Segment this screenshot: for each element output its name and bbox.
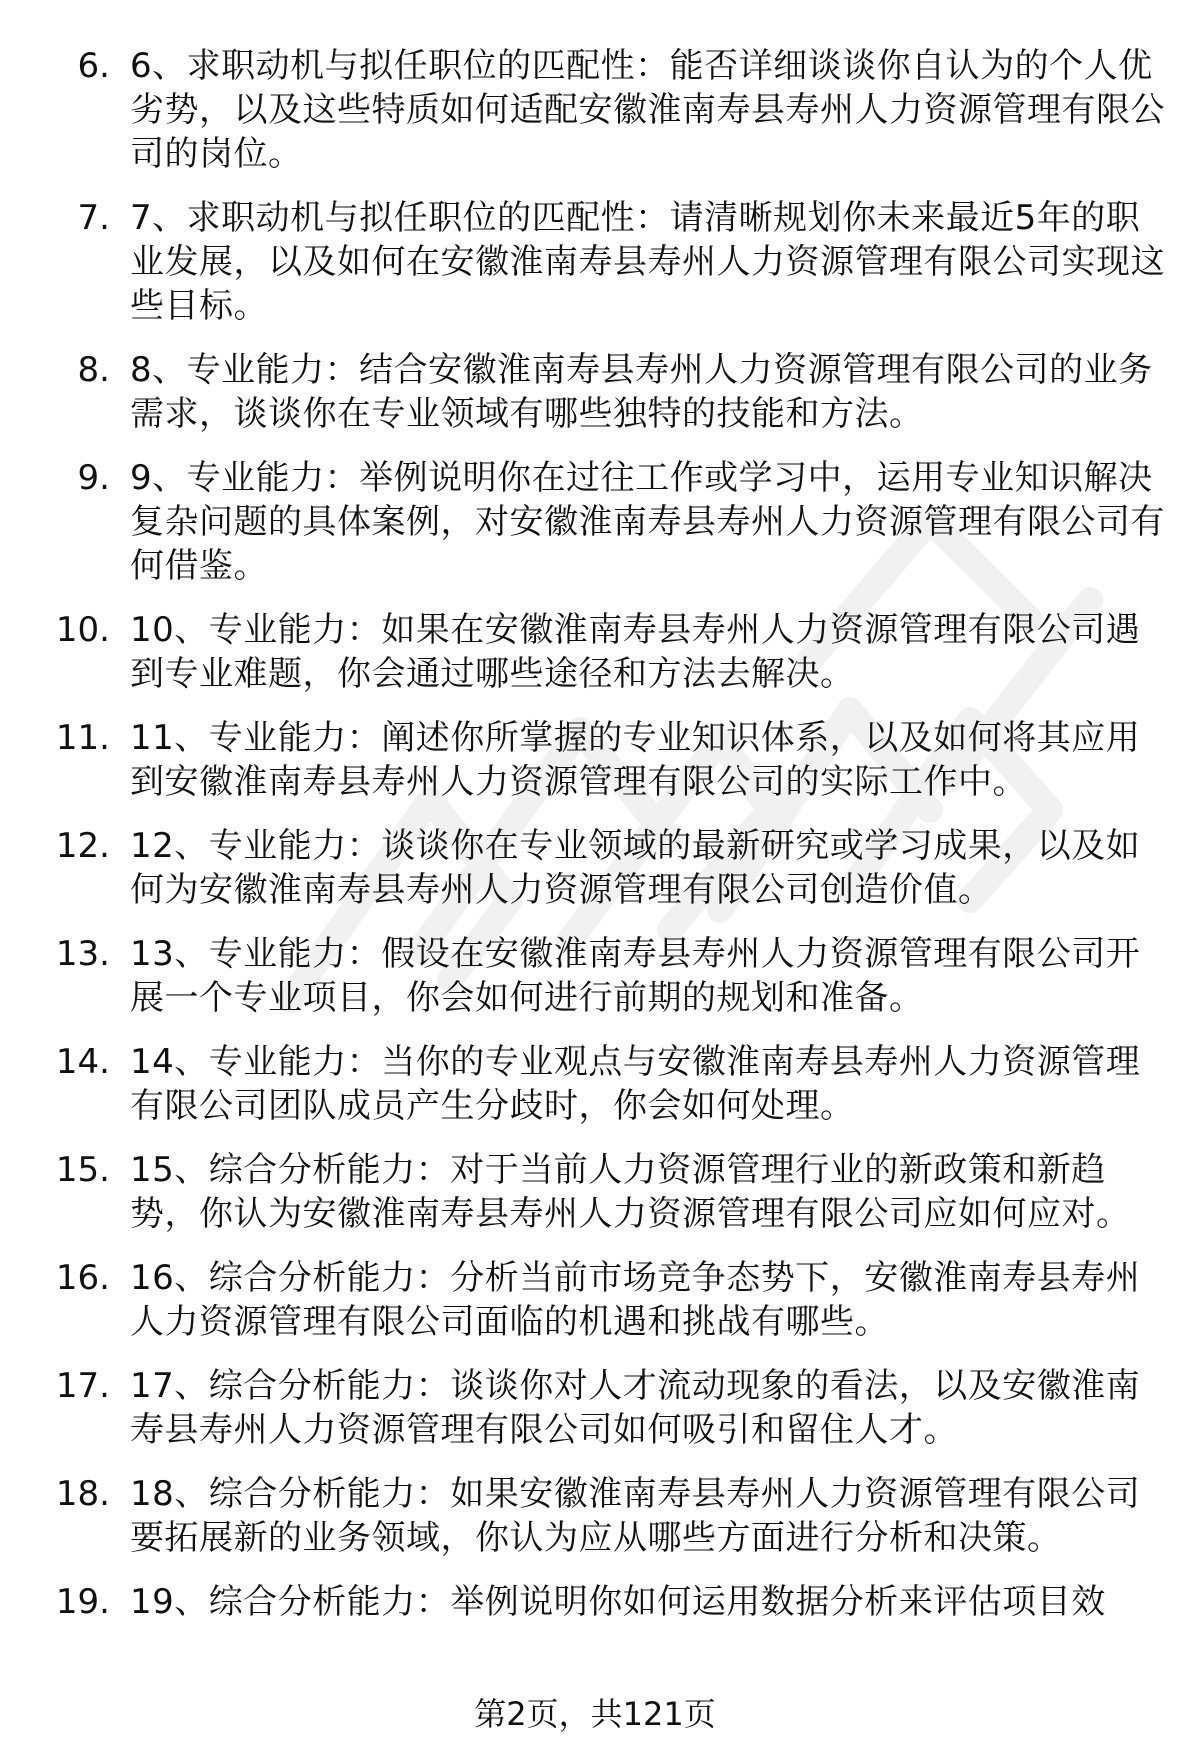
list-item bbox=[0, 716, 1190, 804]
list-item bbox=[0, 932, 1190, 1020]
item-number: 16. bbox=[55, 1258, 110, 1298]
list-item bbox=[0, 1580, 1190, 1624]
list-item bbox=[0, 456, 1190, 588]
list-item bbox=[0, 1256, 1190, 1344]
item-number: 12. bbox=[55, 826, 110, 866]
list-item bbox=[0, 1148, 1190, 1236]
item-number: 17. bbox=[55, 1366, 110, 1406]
item-number: 14. bbox=[55, 1042, 110, 1082]
item-text: 17、综合分析能力：谈谈你对人才流动现象的看法，以及安徽淮南寿县寿州人力资源管理有限公司如何吸引和留住人才。 bbox=[130, 1366, 1141, 1450]
item-text: 8、专业能力：结合安徽淮南寿县寿州人力资源管理有限公司的业务需求，谈谈你在专业领域有哪些独特的技能和方法。 bbox=[130, 350, 1153, 434]
list-item bbox=[0, 348, 1190, 436]
item-text: 9、专业能力：举例说明你在过往工作或学习中，运用专业知识解决复杂问题的具体案例，对安徽淮南寿县寿州人力资源管理有限公司有何借鉴。 bbox=[130, 458, 1165, 586]
item-text: 6、求职动机与拟任职位的匹配性：能否详细谈谈你自认为的个人优劣势，以及这些特质如何适配安徽淮南寿县寿州人力资源管理有限公司的岗位。 bbox=[130, 46, 1165, 174]
list-item bbox=[0, 824, 1190, 912]
list-item bbox=[0, 1364, 1190, 1452]
list-item bbox=[0, 1472, 1190, 1560]
item-number: 7. bbox=[77, 198, 110, 238]
list-item bbox=[0, 608, 1190, 696]
list-item bbox=[0, 44, 1190, 176]
list-item bbox=[0, 196, 1190, 328]
item-text: 18、综合分析能力：如果安徽淮南寿县寿州人力资源管理有限公司要拓展新的业务领域，你认为应从哪些方面进行分析和决策。 bbox=[130, 1474, 1141, 1558]
item-text: 7、求职动机与拟任职位的匹配性：请清晰规划你未来最近5年的职业发展，以及如何在安徽淮南寿县寿州人力资源管理有限公司实现这些目标。 bbox=[130, 198, 1165, 326]
item-text: 16、综合分析能力：分析当前市场竞争态势下，安徽淮南寿县寿州人力资源管理有限公司面临的机遇和挑战有哪些。 bbox=[130, 1258, 1141, 1342]
item-number: 10. bbox=[55, 610, 110, 650]
item-text: 13、专业能力：假设在安徽淮南寿县寿州人力资源管理有限公司开展一个专业项目，你会如何进行前期的规划和准备。 bbox=[130, 934, 1141, 1018]
item-number: 11. bbox=[55, 718, 110, 758]
page-number-footer: 第2页，共121页 bbox=[474, 1695, 716, 1733]
item-number: 13. bbox=[55, 934, 110, 974]
item-text: 15、综合分析能力：对于当前人力资源管理行业的新政策和新趋势，你认为安徽淮南寿县寿州人力资源管理有限公司应如何应对。 bbox=[130, 1150, 1131, 1234]
item-text: 10、专业能力：如果在安徽淮南寿县寿州人力资源管理有限公司遇到专业难题，你会通过哪些途径和方法去解决。 bbox=[130, 610, 1141, 694]
item-text: 12、专业能力：谈谈你在专业领域的最新研究或学习成果，以及如何为安徽淮南寿县寿州人力资源管理有限公司创造价值。 bbox=[130, 826, 1141, 910]
item-number: 8. bbox=[77, 350, 110, 390]
item-number: 19. bbox=[55, 1582, 110, 1622]
item-number: 15. bbox=[55, 1150, 110, 1190]
question-list bbox=[0, 44, 1190, 1644]
item-text: 19、综合分析能力：举例说明你如何运用数据分析来评估项目效 bbox=[130, 1582, 1106, 1622]
item-text: 11、专业能力：阐述你所掌握的专业知识体系，以及如何将其应用到安徽淮南寿县寿州人力资源管理有限公司的实际工作中。 bbox=[130, 718, 1141, 802]
item-number: 9. bbox=[77, 458, 110, 498]
item-number: 18. bbox=[55, 1474, 110, 1514]
item-text: 14、专业能力：当你的专业观点与安徽淮南寿县寿州人力资源管理有限公司团队成员产生分歧时，你会如何处理。 bbox=[130, 1042, 1141, 1126]
item-number: 6. bbox=[77, 46, 110, 86]
list-item bbox=[0, 1040, 1190, 1128]
